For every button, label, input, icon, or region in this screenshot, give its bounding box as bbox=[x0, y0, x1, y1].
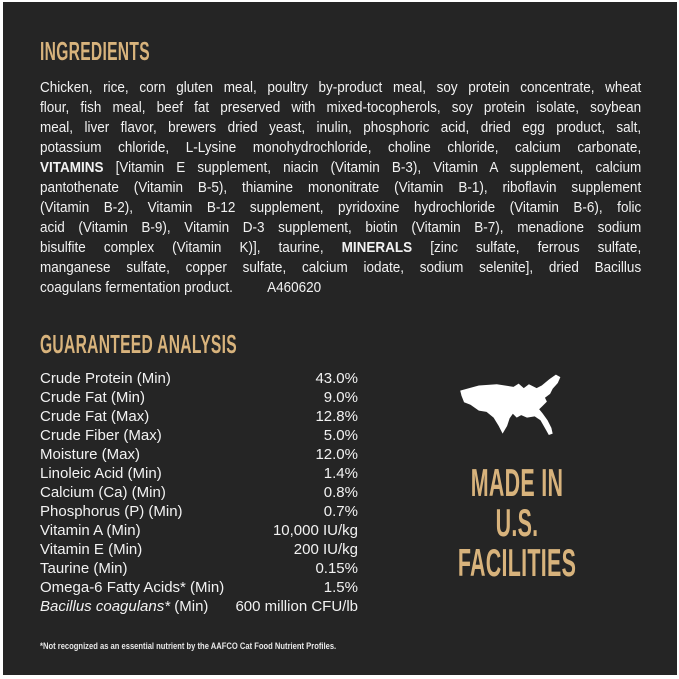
ingredients-line: pantothenate (Vitamin B-5), thiamine mononitrate (Vitamin B-1), riboflavin supplement bbox=[40, 179, 642, 196]
analysis-row: Crude Fat (Min) 9.0% bbox=[40, 389, 358, 406]
ingredients-line: manganese sulfate, copper sulfate, calcium iodate, sodium selenite], dried Bacillus bbox=[40, 259, 642, 276]
made-in-line: U.S. bbox=[495, 502, 539, 545]
analysis-row: Omega-6 Fatty Acids* (Min) 1.5% bbox=[40, 579, 358, 596]
analysis-row: Bacillus coagulans* (Min) 600 million CFU/lb bbox=[40, 598, 358, 615]
analysis-row: Vitamin A (Min) 10,000 IU/kg bbox=[40, 522, 358, 539]
made-in-line: MADE IN bbox=[470, 462, 564, 505]
aafco-footnote: *Not recognized as an essential nutrient by the AAFCO Cat Food Nutrient Profiles. bbox=[40, 641, 337, 652]
ingredients-heading: INGREDIENTS bbox=[40, 36, 150, 66]
analysis-row: Vitamin E (Min) 200 IU/kg bbox=[40, 541, 358, 558]
ingredients-line: flour, fish meal, beef fat preserved with mixed-tocopherols, soy protein isolate, soybean bbox=[40, 99, 642, 116]
ingredients-line: coagulans fermentation product. A460620 bbox=[40, 279, 322, 296]
ingredients-line: acid (Vitamin B-9), Vitamin D-3 supplement, biotin (Vitamin B-7), menadione sodium bbox=[40, 219, 642, 236]
made-in-us-facilities bbox=[440, 464, 594, 584]
analysis-row: Crude Protein (Min) 43.0% bbox=[40, 370, 358, 387]
analysis-row: Phosphorus (P) (Min) 0.7% bbox=[40, 503, 358, 520]
ingredients-text bbox=[40, 78, 641, 298]
label-panel bbox=[3, 2, 677, 675]
analysis-row: Linoleic Acid (Min) 1.4% bbox=[40, 465, 358, 482]
analysis-row: Taurine (Min) 0.15% bbox=[40, 560, 358, 577]
ingredients-line: bisulfite complex (Vitamin K)], taurine, MINERALS [zinc sulfate, ferrous sulfate, bbox=[40, 239, 642, 256]
ingredients-line: meal, liver flavor, brewers dried yeast, inulin, phosphoric acid, dried egg product, salt, bbox=[40, 119, 642, 136]
analysis-row: Crude Fiber (Max) 5.0% bbox=[40, 427, 358, 444]
ingredients-line: Chicken, rice, corn gluten meal, poultry by-product meal, soy protein concentrate, wheat bbox=[40, 79, 642, 96]
analysis-row: Crude Fat (Max) 12.8% bbox=[40, 408, 358, 425]
usa-map-icon bbox=[457, 371, 570, 445]
guaranteed-analysis-heading: GUARANTEED ANALYSIS bbox=[40, 329, 237, 359]
ingredients-line: potassium chloride, L-Lysine monohydrochloride, choline chloride, calcium carbonate, bbox=[40, 139, 642, 156]
analysis-row: Moisture (Max) 12.0% bbox=[40, 446, 358, 463]
ingredients-line: VITAMINS [Vitamin E supplement, niacin (Vitamin B-3), Vitamin A supplement, calcium bbox=[40, 159, 642, 176]
formula-code: A460620 bbox=[267, 279, 322, 296]
ingredients-line: (Vitamin B-2), Vitamin B-12 supplement, pyridoxine hydrochloride (Vitamin B-6), folic bbox=[40, 199, 642, 216]
guaranteed-analysis-table bbox=[40, 369, 358, 616]
analysis-row: Calcium (Ca) (Min) 0.8% bbox=[40, 484, 358, 501]
made-in-line: FACILITIES bbox=[457, 542, 577, 585]
